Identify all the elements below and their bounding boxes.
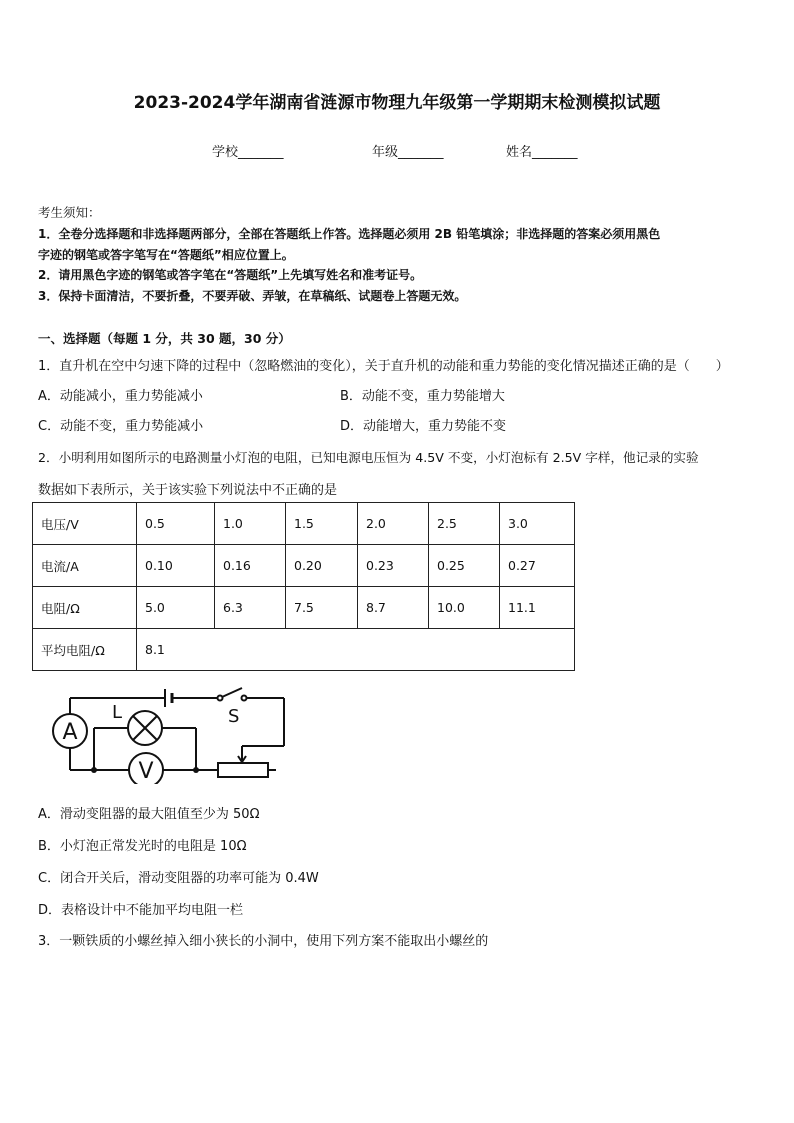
question-1-option-d: D．动能增大，重力势能不变 (340, 419, 507, 434)
table-cell: 1.0 (215, 503, 286, 545)
voltmeter-label: V (138, 759, 154, 784)
data-table (32, 502, 575, 671)
table-cell: 0.27 (500, 545, 575, 587)
table-cell: 10.0 (429, 587, 500, 629)
table-cell: 6.3 (215, 587, 286, 629)
table-cell: 0.20 (286, 545, 358, 587)
question-2-stem-cont: 数据如下表所示，关于该实验下列说法中不正确的是 (38, 483, 338, 498)
switch-icon (222, 688, 242, 697)
table-cell: 平均电阻/Ω (33, 629, 137, 671)
notice-item: 1．全卷分选择题和非选择题两部分，全部在答题纸上作答。选择题必须用 2B 铅笔填涂；非选择题的答案必须用黑色 (38, 227, 661, 241)
table-cell: 3.0 (500, 503, 575, 545)
notice-item: 字迹的钢笔或答字笔写在“答题纸”相应位置上。 (38, 248, 294, 262)
name-field: 姓名_______ (506, 145, 578, 160)
section-heading: 一、选择题（每题 1 分，共 30 题，30 分） (38, 331, 291, 346)
table-cell: 电压/V (33, 503, 137, 545)
table-cell: 5.0 (137, 587, 215, 629)
question-2-option-c: C．闭合开关后，滑动变阻器的功率可能为 0.4W (38, 871, 319, 886)
rheostat-icon (218, 763, 268, 777)
table-row (33, 503, 575, 545)
table-cell: 1.5 (286, 503, 358, 545)
table-cell: 0.25 (429, 545, 500, 587)
table-cell: 0.23 (358, 545, 429, 587)
question-2-option-a: A．滑动变阻器的最大阻值至少为 50Ω (38, 807, 260, 822)
notice-heading: 考生须知： (38, 205, 101, 220)
question-1-stem: 1．直升机在空中匀速下降的过程中（忽略燃油的变化），关于直升机的动能和重力势能的变化情况描述正确的是（ ） (38, 359, 729, 374)
table-cell: 0.10 (137, 545, 215, 587)
table-row (33, 629, 575, 671)
ammeter-label: A (62, 720, 78, 745)
table-cell: 2.0 (358, 503, 429, 545)
question-1-option-c: C．动能不变，重力势能减小 (38, 419, 204, 434)
lamp-label: L (112, 702, 123, 723)
table-cell: 0.16 (215, 545, 286, 587)
grade-field: 年级_______ (372, 145, 444, 160)
table-row (33, 587, 575, 629)
table-cell: 8.7 (358, 587, 429, 629)
table-row (33, 545, 575, 587)
question-2-option-b: B．小灯泡正常发光时的电阻是 10Ω (38, 839, 247, 854)
notice-item: 2．请用黑色字迹的钢笔或答字笔在“答题纸”上先填写姓名和准考证号。 (38, 268, 423, 282)
question-1-option-b: B．动能不变，重力势能增大 (340, 389, 505, 404)
circuit-diagram (46, 684, 306, 784)
page-title: 2023-2024学年湖南省涟源市物理九年级第一学期期末检测模拟试题 (133, 93, 661, 113)
question-1-option-a: A．动能减小，重力势能减小 (38, 389, 203, 404)
notice-item: 3．保持卡面清洁，不要折叠，不要弄破、弄皱，在草稿纸、试题卷上答题无效。 (38, 289, 467, 303)
table-cell: 电流/A (33, 545, 137, 587)
question-3-stem: 3．一颗铁质的小螺丝掉入细小狭长的小洞中，使用下列方案不能取出小螺丝的 (38, 934, 489, 949)
table-cell: 7.5 (286, 587, 358, 629)
switch-label: S (228, 706, 240, 727)
table-cell: 8.1 (137, 629, 575, 671)
table-cell: 电阻/Ω (33, 587, 137, 629)
school-field: 学校_______ (212, 145, 284, 160)
question-2-option-d: D．表格设计中不能加平均电阻一栏 (38, 903, 244, 918)
question-2-stem: 2．小明利用如图所示的电路测量小灯泡的电阻，已知电源电压恒为 4.5V 不变，小灯泡标有 2.5V 字样，他记录的实验 (38, 450, 699, 465)
table-cell: 11.1 (500, 587, 575, 629)
table-cell: 2.5 (429, 503, 500, 545)
table-cell: 0.5 (137, 503, 215, 545)
